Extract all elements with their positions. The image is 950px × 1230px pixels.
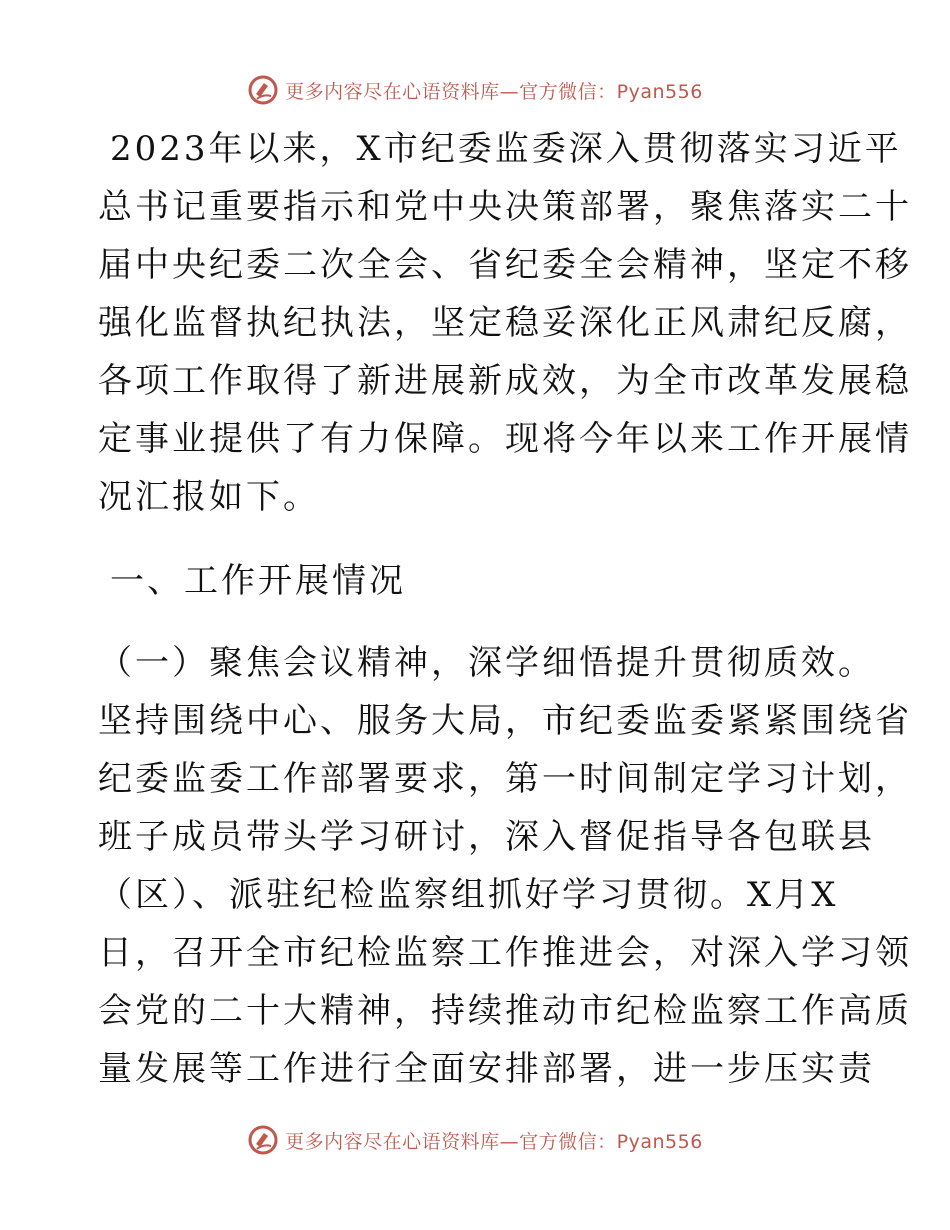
section-heading: 一、工作开展情况 bbox=[110, 561, 406, 601]
paragraph-line: 定事业提供了有力保障。现将今年以来工作开展情 bbox=[98, 419, 912, 459]
paragraph-line: 届中央纪委二次全会、省纪委全会精神，坚定不移 bbox=[98, 245, 912, 285]
paragraph-line: 总书记重要指示和党中央决策部署，聚焦落实二十 bbox=[98, 187, 912, 227]
paragraph-line: 纪委监委工作部署要求，第一时间制定学习计划， bbox=[98, 759, 912, 799]
header-watermark-banner bbox=[0, 70, 950, 110]
subsection-title-line: （一）聚焦会议精神，深学细悟提升贯彻质效。 bbox=[98, 643, 875, 683]
subsection-paragraph bbox=[98, 634, 912, 1098]
paragraph-line: 况汇报如下。 bbox=[98, 477, 320, 517]
paragraph-line: 各项工作取得了新进展新成效，为全市改革发展稳 bbox=[98, 361, 912, 401]
document-body bbox=[98, 120, 912, 1098]
paragraph-line: 日，召开全市纪检监察工作推进会，对深入学习领 bbox=[98, 933, 912, 973]
footer-watermark-banner bbox=[0, 1120, 950, 1160]
paragraph-line: 量发展等工作进行全面安排部署，进一步压实责 bbox=[98, 1049, 875, 1089]
paragraph-line: （区）、派驻纪检监察组抓好学习贯彻。X月X bbox=[98, 875, 839, 915]
paragraph-line: 强化监督执纪执法，坚定稳妥深化正风肃纪反腐， bbox=[98, 303, 912, 343]
header-watermark-text: 更多内容尽在心语资料库—官方微信：Pyan556 bbox=[285, 80, 703, 103]
paragraph-line: 会党的二十大精神，持续推动市纪检监察工作高质 bbox=[98, 991, 912, 1031]
logo-icon bbox=[247, 74, 279, 106]
paragraph-line: 坚持围绕中心、服务大局，市纪委监委紧紧围绕省 bbox=[98, 701, 912, 741]
paragraph-line: 2023年以来，X市纪委监委深入贯彻落实习近平 bbox=[110, 129, 902, 169]
paragraph-line: 班子成员带头学习研讨，深入督促指导各包联县 bbox=[98, 817, 875, 857]
logo-icon bbox=[247, 1124, 279, 1156]
intro-paragraph bbox=[98, 120, 912, 526]
footer-watermark-text: 更多内容尽在心语资料库—官方微信：Pyan556 bbox=[285, 1130, 703, 1153]
